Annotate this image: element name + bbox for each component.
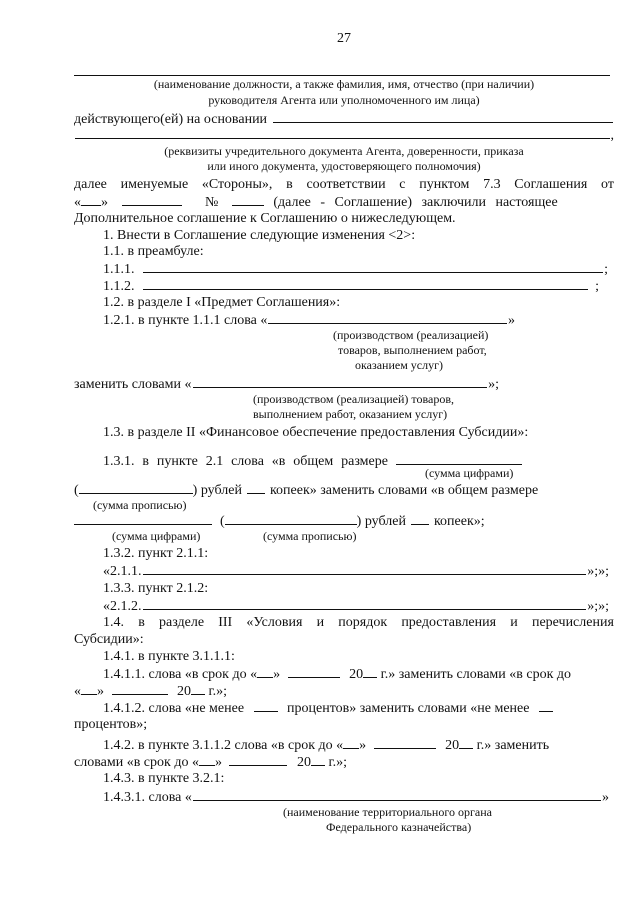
item-1-4-word: и xyxy=(510,615,518,630)
item-1-2-1-line: 1.2.1. в пункте 1.1.1 слова « » xyxy=(103,313,515,328)
blank-deadline-month-new xyxy=(112,682,168,695)
item-1-1-2-line: 1.1.2. ; xyxy=(103,279,599,294)
item-1-4-word: и xyxy=(316,615,325,630)
parties-word: Соглашения xyxy=(514,177,588,192)
blank-1-1-1 xyxy=(143,260,604,273)
item-1-3-2: 1.3.2. пункт 2.1.1: xyxy=(103,546,209,561)
item-1-1: 1.1. в преамбуле: xyxy=(103,244,204,259)
item-1-4-3-1-line: 1.4.3.1. слова « » xyxy=(103,790,609,805)
blank-1-1-2 xyxy=(143,277,589,290)
blank-kopecks xyxy=(247,481,265,494)
caption-sum-digits: (сумма цифрами) xyxy=(425,466,514,480)
caption-production-2: товаров, выполнением работ, xyxy=(338,343,487,357)
blank-replace xyxy=(193,375,488,388)
parties-word: соответствии xyxy=(306,177,386,192)
blank-percent xyxy=(254,699,278,712)
caption-basis-doc-2: или иного документа, удостоверяющего полномочия) xyxy=(207,159,481,173)
item-1-4-1-1-line-2: « » 20 г.»; xyxy=(74,684,228,699)
blank-percent-new xyxy=(539,699,553,712)
blank-deadline-2-new xyxy=(229,753,287,766)
parties-rest: (далее - Соглашение) заключили настоящее xyxy=(273,195,558,210)
item-1-2: 1.2. в разделе I «Предмет Соглашения»: xyxy=(103,295,341,310)
caption-production-3: оказанием услуг) xyxy=(355,358,444,372)
parties-word: пунктом xyxy=(419,177,470,192)
parties-word: 7.3 xyxy=(483,177,501,192)
parties-word: «Стороны», xyxy=(201,177,273,192)
item-1-4-word: предоставления xyxy=(401,615,497,630)
item-1-3-1-word: 2.1 xyxy=(205,454,224,469)
parties-word: от xyxy=(601,177,614,192)
blank-2-1-1 xyxy=(143,562,587,575)
caption-production-5: выполнением работ, оказанием услуг) xyxy=(253,407,448,421)
item-1-3-1-word: пункте xyxy=(156,454,198,469)
item-1-3-1-word: размере xyxy=(341,454,388,469)
blank-basis-2 xyxy=(75,126,610,139)
sum-new-line: ( ) рублей копеек»; xyxy=(74,512,494,530)
item-1-4-1-1-line: 1.4.1.1. слова «в срок до « » 20 г.» заменить словами «в срок до xyxy=(103,667,572,682)
blank-date-day xyxy=(81,193,101,206)
blank-1-2-1 xyxy=(268,311,507,324)
blank-deadline-2 xyxy=(374,736,436,749)
blank-basis xyxy=(273,110,613,123)
item-1-1-1-line: 1.1.1. ; xyxy=(103,262,608,277)
item-1-3-1-word: 1.3.1. xyxy=(103,454,135,469)
comma-mark: , xyxy=(610,128,614,143)
caption-sum-words: (сумма прописью) xyxy=(93,498,187,512)
item-1-4-2-line-2: словами «в срок до « » 20 г.»; xyxy=(74,755,348,770)
blank-territorial-body xyxy=(193,788,601,801)
item-1-4-word: III xyxy=(218,615,233,630)
caption-sum-digits-2: (сумма цифрами) xyxy=(112,529,201,543)
blank-2-1-2 xyxy=(143,597,587,610)
caption-territorial-1: (наименование территориального органа xyxy=(283,805,492,819)
item-1-4-word: перечисления xyxy=(531,615,614,630)
blank-kopecks-new xyxy=(411,512,429,525)
page-number: 27 xyxy=(337,31,351,46)
parties-word: именуемые xyxy=(120,177,189,192)
item-1-4-word: в xyxy=(138,615,145,630)
caption-production-4: (производством (реализацией) товаров, xyxy=(253,392,454,406)
acting-basis-text: действующего(ей) на основании xyxy=(74,112,268,127)
item-1-3-3: 1.3.3. пункт 2.1.2: xyxy=(103,581,209,596)
item-1-4-word: разделе xyxy=(159,615,205,630)
item-1-4-line-2: Субсидии»: xyxy=(74,632,144,647)
blank-sum-words-new xyxy=(225,512,357,525)
blank-line-agent-head xyxy=(74,75,610,76)
item-1-3-1-word: слова xyxy=(231,454,264,469)
parties-line-2: « » № (далее - Соглашение) заключили настоящее xyxy=(74,195,558,210)
item-1-4-word: «Условия xyxy=(246,615,303,630)
item-2-1-2-line: «2.1.2. »;»; xyxy=(103,599,609,614)
caption-agent-head-1: (наименование должности, а также фамилия, имя, отчество (при наличии) xyxy=(153,77,535,91)
item-1-4-word: 1.4. xyxy=(103,615,124,630)
parties-word: в xyxy=(286,177,293,192)
item-1-3-1-word: в xyxy=(142,454,149,469)
blank-sum-words xyxy=(79,481,193,494)
item-2-1-1-line: «2.1.1. »;»; xyxy=(103,564,609,579)
parties-word: далее xyxy=(74,177,107,192)
blank-date xyxy=(122,193,182,206)
caption-agent-head-2: руководителя Агента или уполномоченного им лица) xyxy=(208,93,480,107)
blank-number xyxy=(232,193,264,206)
item-1-3: 1.3. в разделе II «Финансовое обеспечение предоставления Субсидии»: xyxy=(103,425,529,440)
caption-production-1: (производством (реализацией) xyxy=(333,328,489,342)
caption-sum-words-2: (сумма прописью) xyxy=(263,529,357,543)
item-1-4-1: 1.4.1. в пункте 3.1.1.1: xyxy=(103,649,235,664)
caption-basis-doc-1: (реквизиты учредительного документа Агента, доверенности, приказа xyxy=(164,144,524,158)
item-1-3-1-word: «в xyxy=(271,454,286,469)
parties-word: с xyxy=(399,177,406,192)
caption-territorial-2: Федерального казначейства) xyxy=(326,820,472,834)
blank-deadline-month xyxy=(288,665,340,678)
sum-words-line: ( ) рублей копеек» заменить словами «в общем размере xyxy=(74,483,539,498)
blank-sum-digits-new xyxy=(74,512,212,525)
basis-line-2 xyxy=(74,126,614,144)
parties-line-1 xyxy=(74,176,614,193)
item-1-4-1-2-line-2: процентов»; xyxy=(74,717,148,732)
blank-sum-digits xyxy=(396,452,522,465)
item-1-4-1-2-line: 1.4.1.2. слова «не менее процентов» заменить словами «не менее xyxy=(103,699,614,717)
item-1-4-line-1 xyxy=(103,614,614,631)
replace-with-line: заменить словами « »; xyxy=(74,377,499,392)
item-1: 1. Внести в Соглашение следующие изменения <2>: xyxy=(103,228,416,243)
parties-line-3: Дополнительное соглашение к Соглашению о нижеследующем. xyxy=(74,211,456,226)
item-1-4-word: порядок xyxy=(338,615,388,630)
item-1-3-1-word: общем xyxy=(293,454,334,469)
item-1-4-3: 1.4.3. в пункте 3.2.1: xyxy=(103,771,225,786)
item-1-4-2-line: 1.4.2. в пункте 3.1.1.2 слова «в срок до « » 20 г.» заменить xyxy=(103,738,550,753)
